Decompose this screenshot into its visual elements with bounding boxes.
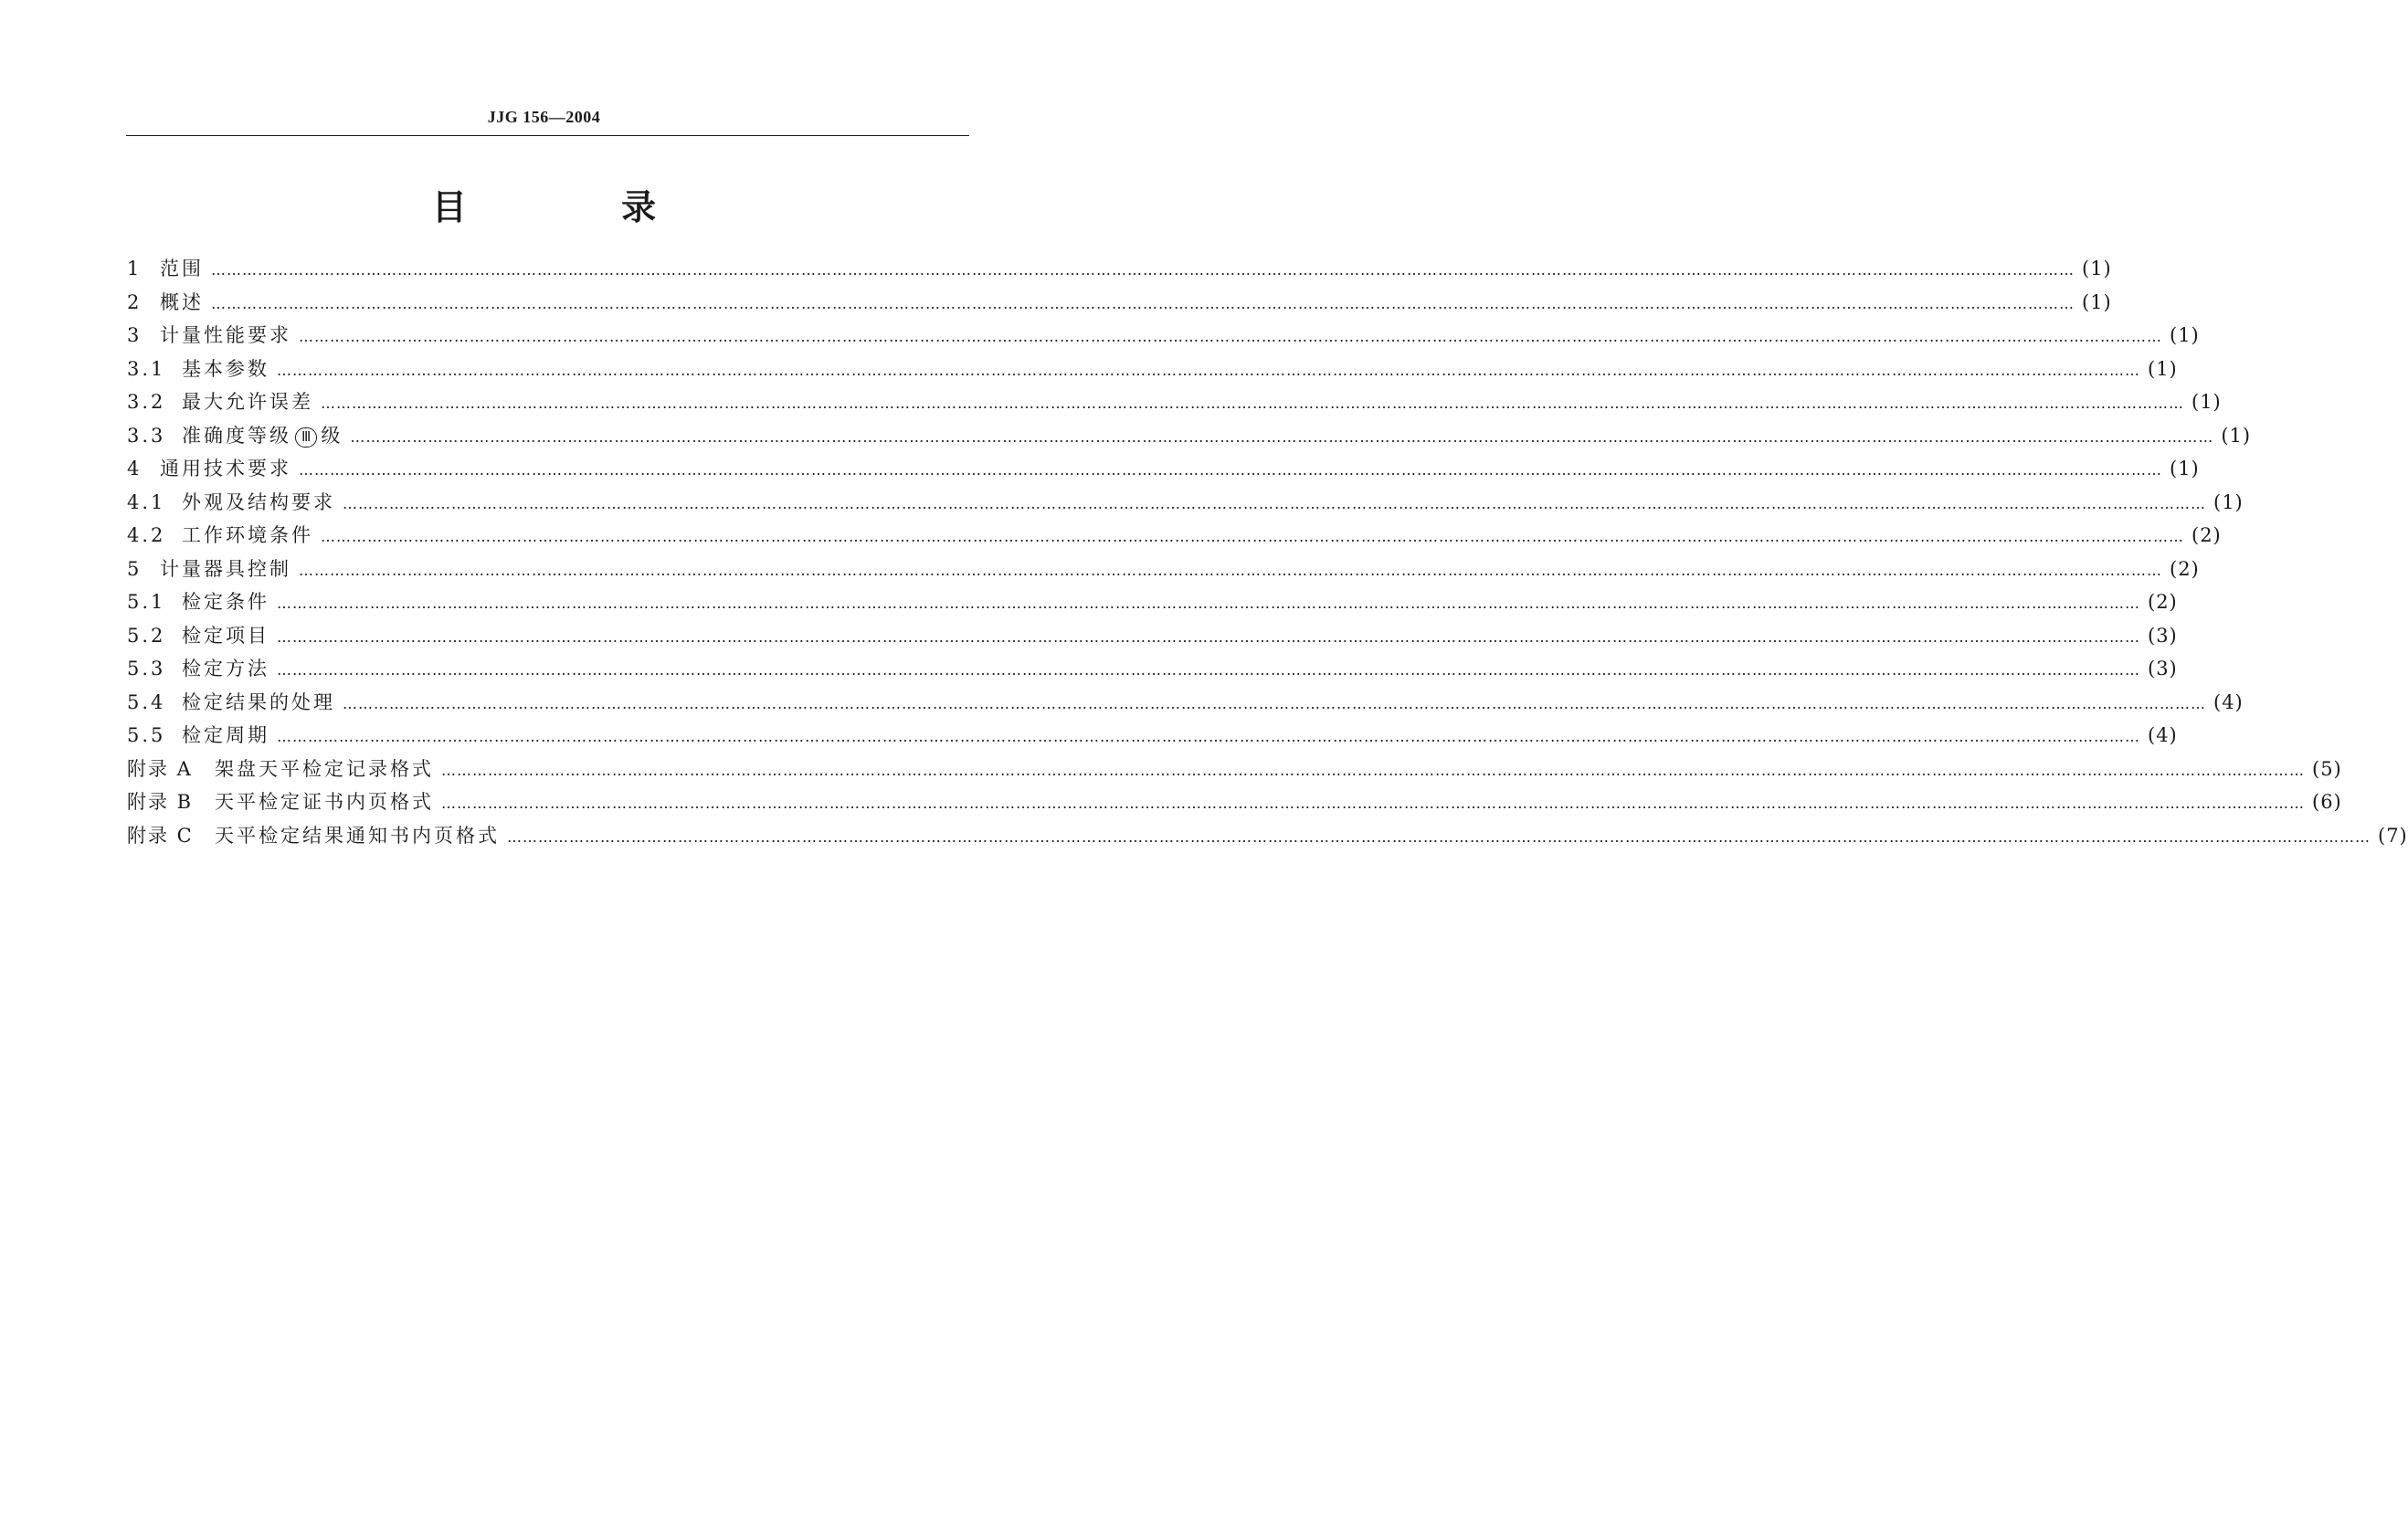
toc-entry-number: 4 — [127, 458, 143, 479]
toc-entry-title-text: 工作环境条件 — [182, 524, 313, 546]
toc-entry-title — [215, 787, 434, 815]
toc-entry-page: (3) — [2148, 624, 2178, 647]
toc-entry-page: (4) — [2148, 724, 2178, 746]
toc-entry-page: (1) — [2082, 290, 2112, 313]
toc-entry-page: (1) — [2170, 324, 2200, 346]
toc-entry-title-text: 检定项目 — [182, 624, 269, 647]
toc-entry[interactable] — [127, 654, 2178, 688]
toc-entry-title-text: 通用技术要求 — [160, 458, 291, 479]
toc-entry-title-text: 天平检定结果通知书内页格式 — [215, 824, 500, 847]
toc-entry[interactable] — [127, 821, 2408, 855]
toc-entry[interactable] — [127, 721, 2178, 754]
toc-entry[interactable] — [127, 321, 2200, 354]
toc-entry-page: (2) — [2148, 591, 2178, 613]
toc-dot-leader: ……………………………………………………………………………………………………………………………………………………………………………………………………………………………………………………………………………………………………………………………… — [277, 595, 2140, 612]
toc-entry[interactable] — [127, 488, 2244, 521]
toc-dot-leader: ……………………………………………………………………………………………………………………………………………………………………………………………………………………………………………………………………………………………………………………………… — [277, 728, 2140, 745]
toc-entry-title-text: 架盘天平检定记录格式 — [215, 757, 434, 780]
toc-entry-number: 5.3 — [127, 658, 166, 679]
toc-entry-number: 3.2 — [127, 391, 166, 413]
toc-entry-title — [182, 654, 269, 681]
toc-entry-title-text: 检定周期 — [182, 724, 269, 746]
toc-entry-number: 2 — [127, 290, 143, 313]
document-code: JJG 156—2004 — [487, 108, 601, 126]
header-divider — [126, 135, 969, 136]
toc-entry-title — [182, 721, 269, 748]
toc-entry-title-text: 天平检定证书内页格式 — [215, 791, 434, 813]
toc-dot-leader: ……………………………………………………………………………………………………………………………………………………………………………………………………………………………………………………………………………………………………………………………… — [211, 261, 2075, 279]
grade-circle-mark: Ⅲ — [295, 427, 317, 448]
toc-entry-title-text: 概述 — [160, 290, 204, 313]
toc-entry-title — [182, 521, 313, 548]
toc-dot-leader: ……………………………………………………………………………………………………………………………………………………………………………………………………………………………………………………………………………………………………………………………… — [343, 694, 2206, 712]
toc-entry[interactable] — [127, 288, 2112, 321]
toc-entry-number: 附录 B — [127, 791, 194, 813]
toc-entry-title-text: 最大允许误差 — [182, 391, 313, 413]
toc-entry[interactable] — [127, 787, 2342, 821]
toc-entry-title — [182, 621, 269, 648]
toc-entry-title — [160, 254, 204, 281]
toc-dot-leader: ……………………………………………………………………………………………………………………………………………………………………………………………………………………………………………………………………………………………………………………………… — [277, 361, 2140, 379]
toc-entry[interactable] — [127, 621, 2178, 655]
toc-entry-title-text: 计量器具控制 — [160, 557, 291, 580]
toc-entry-title — [215, 821, 500, 848]
toc-dot-leader: ……………………………………………………………………………………………………………………………………………………………………………………………………………………………………………………………………………………………………………………………… — [321, 528, 2184, 545]
toc-dot-leader: ……………………………………………………………………………………………………………………………………………………………………………………………………………………………………………………………………………………………………………………………… — [211, 294, 2075, 312]
toc-entry[interactable] — [127, 587, 2178, 621]
toc-dot-leader: ……………………………………………………………………………………………………………………………………………………………………………………………………………………………………………………………………………………………………………………………… — [321, 395, 2184, 412]
toc-entry-title — [182, 387, 313, 415]
toc-entry-number: 5.4 — [127, 690, 166, 713]
toc-entry-page: (2) — [2191, 524, 2222, 546]
toc-dot-leader: ……………………………………………………………………………………………………………………………………………………………………………………………………………………………………………………………………………………………………………………………… — [277, 661, 2140, 679]
toc-entry-number: 5.1 — [127, 591, 166, 613]
table-of-contents — [127, 254, 2408, 854]
toc-entry-title-text: 检定结果的处理 — [182, 690, 335, 713]
toc-entry[interactable] — [127, 254, 2112, 288]
toc-entry[interactable] — [127, 387, 2222, 421]
toc-entry-page: (1) — [2148, 357, 2178, 380]
toc-dot-leader: ……………………………………………………………………………………………………………………………………………………………………………………………………………………………………………………………………………………………………………………………… — [299, 461, 2162, 479]
toc-entry-number: 1 — [127, 258, 143, 279]
toc-entry-number: 3.3 — [127, 424, 166, 447]
toc-entry-title — [182, 354, 269, 382]
toc-dot-leader: ……………………………………………………………………………………………………………………………………………………………………………………………………………………………………………………………………………………………………………………………… — [299, 561, 2162, 579]
toc-entry-page: (4) — [2213, 690, 2244, 713]
toc-dot-leader: ……………………………………………………………………………………………………………………………………………………………………………………………………………………………………………………………………………………………………………………………… — [507, 827, 2371, 846]
toc-entry-number: 3 — [127, 324, 143, 346]
toc-entry[interactable] — [127, 421, 2252, 455]
toc-entry-title — [182, 587, 269, 615]
toc-dot-leader: ……………………………………………………………………………………………………………………………………………………………………………………………………………………………………………………………………………………………………………………………… — [343, 494, 2206, 512]
toc-entry-page: (1) — [2170, 458, 2200, 479]
toc-entry-page: (3) — [2148, 658, 2178, 679]
toc-entry-title-text: 范围 — [160, 258, 204, 279]
toc-dot-leader: ……………………………………………………………………………………………………………………………………………………………………………………………………………………………………………………………………………………………………………………………… — [299, 328, 2162, 345]
toc-entry-number: 附录 A — [127, 757, 193, 780]
toc-entry-page: (5) — [2312, 757, 2342, 780]
toc-entry-title — [215, 754, 434, 782]
toc-entry-number: 5.2 — [127, 624, 166, 647]
toc-entry-page: (7) — [2378, 824, 2408, 847]
toc-entry-number: 4.1 — [127, 490, 166, 513]
toc-entry[interactable] — [127, 521, 2222, 554]
toc-entry-title-text: 检定条件 — [182, 591, 269, 613]
toc-entry-page: (1) — [2213, 490, 2244, 513]
page-title: 目 录 — [431, 187, 728, 227]
toc-entry-page: (1) — [2221, 424, 2252, 447]
toc-entry[interactable] — [127, 754, 2342, 788]
toc-entry-title-text: 外观及结构要求 — [182, 490, 335, 513]
toc-entry-title-text: 基本参数 — [182, 357, 269, 380]
toc-entry-title-text: 检定方法 — [182, 658, 269, 679]
toc-entry-page: (2) — [2170, 557, 2200, 580]
toc-entry-number: 附录 C — [127, 824, 194, 847]
toc-dot-leader: ……………………………………………………………………………………………………………………………………………………………………………………………………………………………………………………………………………………………………………………………… — [277, 627, 2140, 646]
toc-dot-leader: ……………………………………………………………………………………………………………………………………………………………………………………………………………………………………………………………………………………………………………………………… — [441, 795, 2305, 812]
toc-entry-title — [160, 288, 204, 315]
toc-entry-title-text: 准确度等级 — [182, 424, 291, 447]
toc-entry-page: (1) — [2082, 258, 2112, 279]
toc-entry-number: 4.2 — [127, 524, 166, 546]
toc-entry-title — [182, 688, 335, 715]
toc-entry-title-text: 计量性能要求 — [160, 324, 291, 346]
toc-entry-page: (6) — [2312, 791, 2342, 813]
toc-entry[interactable] — [127, 554, 2200, 588]
toc-entry-title — [182, 421, 343, 448]
toc-entry-number: 5.5 — [127, 724, 166, 746]
toc-entry[interactable] — [127, 688, 2244, 722]
toc-entry-number: 5 — [127, 557, 143, 580]
toc-entry-title — [160, 554, 291, 582]
toc-entry-title — [160, 321, 291, 348]
toc-entry-title-suffix: 级 — [321, 424, 343, 447]
toc-entry-page: (1) — [2191, 391, 2222, 413]
toc-dot-leader: ……………………………………………………………………………………………………………………………………………………………………………………………………………………………………………………………………………………………………………………………… — [350, 427, 2214, 446]
toc-entry-number: 3.1 — [127, 357, 166, 380]
toc-entry-title — [160, 454, 291, 481]
toc-entry[interactable] — [127, 454, 2200, 488]
toc-entry-title — [182, 488, 335, 515]
toc-dot-leader: ……………………………………………………………………………………………………………………………………………………………………………………………………………………………………………………………………………………………………………………………… — [441, 761, 2305, 779]
toc-entry[interactable] — [127, 354, 2178, 388]
